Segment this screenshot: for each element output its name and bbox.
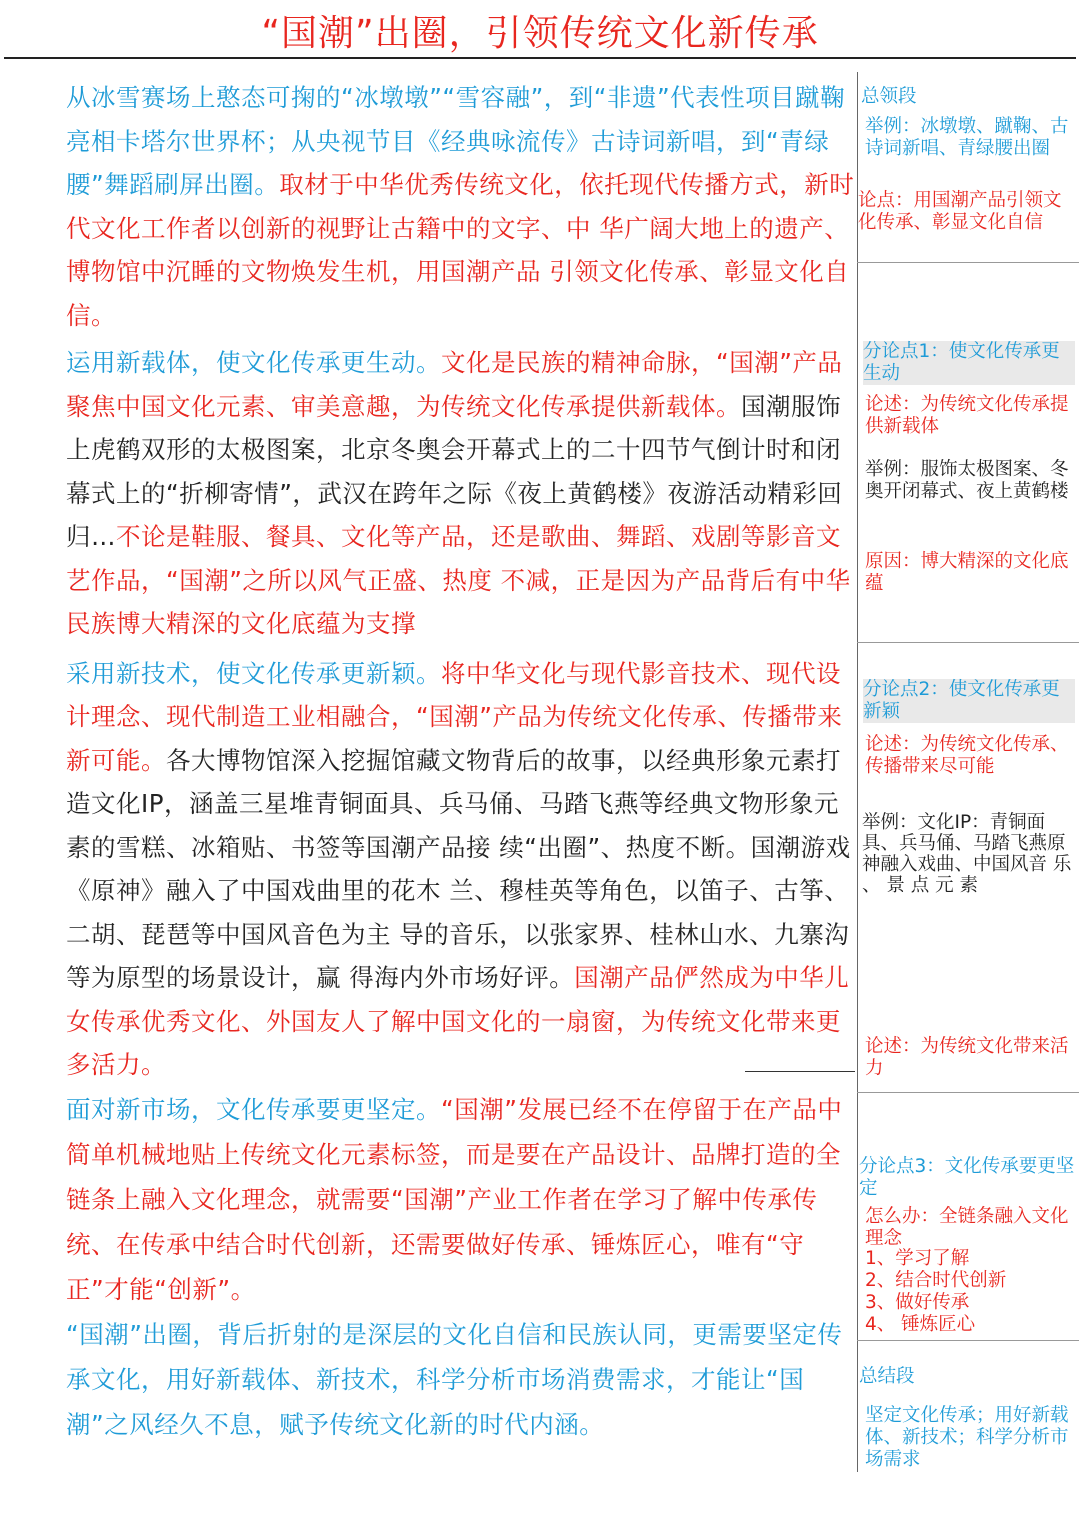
section-divider [857, 1340, 1079, 1341]
note-point-1-reason: 原因：博大精深的文化底蕴 [865, 551, 1069, 594]
point-2-argument: 将中华文化与现代影音技术、现代设计理念、现代制造工业相融合，“国潮”产品为传统文化传承、传播带来新可能。 [66, 658, 843, 775]
annotation-line [745, 1071, 855, 1072]
note-summary-head: 总结段 [859, 1366, 915, 1387]
paragraph-intro [16, 76, 858, 337]
point-1-examples: 国潮服饰上虎鹤双形的太极图案，北京冬奥会开幕式上的二十四节气倒计时和闭幕式上的“折柳寄情”，武汉在跨年之际《夜上黄鹤楼》夜游活动精彩回归… [66, 391, 843, 551]
note-point-1-head: 分论点1：使文化传承更生动 [863, 341, 1075, 385]
conclusion-text: “国潮”出圈，背后折射的是深层的文化自信和民族认同，更需要坚定传承文化，用好新载体、新技术，科学分析市场消费需求，才能让“国潮”之风经久不息，赋予传统文化新的时代内涵。 [66, 1319, 843, 1439]
point-1-reason: 不论是鞋服、餐具、文化等产品，还是歌曲、舞蹈、戏剧等影音文艺作品，“国潮”之所以风气正盛、热度 不减，正是因为产品背后有中华民族博大精深的文化底蕴为支撑 [66, 522, 851, 638]
paragraph-conclusion [16, 1312, 858, 1447]
step-item: 2、结合时代创新 [865, 1270, 1007, 1291]
margin-divider [857, 72, 858, 1472]
point-1-argument: 文化是民族的精神命脉，“国潮”产品聚焦中国文化元素、审美意趣，为传统文化传承提供新载体。 [66, 348, 843, 421]
step-item: 1、学习了解 [865, 1248, 970, 1269]
point-1-heading: 运用新载体，使文化传承更生动。 [66, 348, 441, 377]
note-point-1-argue: 论述：为传统文化传承提供新载体 [865, 394, 1069, 437]
title-underline [4, 57, 1076, 59]
paragraph-point-2 [16, 652, 858, 1087]
section-divider [857, 642, 1079, 643]
note-point-2-example: 举例：文化IP：青铜面具、兵马俑、马踏飞燕原神融入戏曲、中国风音 乐 、 景 点 元 素 [862, 812, 1072, 896]
note-intro-example: 举例：冰墩墩、蹴鞠、古诗词新唱、青绿腰出圈 [865, 116, 1069, 159]
note-point-3-how: 怎么办：全链条融入文化理念 [865, 1206, 1069, 1249]
note-point-3-head: 分论点3：文化传承要更坚定 [859, 1156, 1075, 1199]
paragraph-point-3 [16, 1087, 858, 1312]
step-item: 4、 锤炼匠心 [865, 1314, 976, 1335]
note-intro-thesis: 论点：用国潮产品引领文化传承、彰显文化自信 [858, 190, 1062, 233]
intro-thesis: 取材于中华优秀传统文化，依托现代传播方式，新时代文化工作者以创新的视野让古籍中的文字、中 华广阔大地上的遗产、博物馆中沉睡的文物焕发生机，用国潮产品 引领文化传承、彰显文化自信。 [66, 170, 855, 330]
note-point-1-example: 举例：服饰太极图案、冬奥开闭幕式、夜上黄鹤楼 [865, 459, 1069, 502]
page-title: “国潮”出圈，引领传统文化新传承 [261, 13, 819, 54]
note-intro-head: 总领段 [861, 86, 917, 107]
paragraph-point-1 [16, 341, 858, 646]
note-point-3-steps [865, 1248, 1075, 1336]
intro-examples: 从冰雪赛场上憨态可掬的“冰墩墩”“雪容融”，到“非遗”代表性项目蹴鞠亮相卡塔尔世界杯；从央视节目《经典咏流传》古诗词新唱，到“青绿腰”舞蹈刷屏出圈。 [66, 83, 846, 199]
note-point-2-argue: 论述：为传统文化传承、传播带来尽可能 [865, 734, 1069, 777]
point-3-argument: “国潮”发展已经不在停留于在产品中简单机械地贴上传统文化元素标签，而是要在产品设计、品牌打造的全链条上融入文化理念，就需要“国潮”产业工作者在学习了解中传承传统、在传承中结合时代创新，还需要做好传承、锤炼匠心，唯有“守正”才能“创新”。 [66, 1094, 843, 1304]
note-point-2-argue-2: 论述：为传统文化带来活力 [865, 1036, 1069, 1079]
section-divider [857, 262, 1079, 263]
point-2-examples: 各大博物馆深入挖掘馆藏文物背后的故事，以经典形象元素打造文化IP，涵盖三星堆青铜面具、兵马俑、马踏飞燕等经典文物形象元素的雪糕、冰箱贴、书签等国潮产品接 续“出圈”、热度不断。国潮游戏《原神》融入了中国戏曲里的花木 兰、穆桂英等角色，以笛子、古筝、二胡、琵琶等中国风音色为主 导的音乐，以张家界、桂林山水、九寨沟等为原型的场景设计，赢 得海内外市场好评。 [66, 745, 851, 992]
note-point-2-head: 分论点2：使文化传承更新颖 [863, 679, 1075, 723]
essay-body [16, 76, 858, 1447]
section-divider [857, 1092, 1079, 1093]
point-2-conclusion: 国潮产品俨然成为中华儿女传承优秀文化、外国友人了解中国文化的一扇窗，为传统文化带来更多活力。 [66, 963, 850, 1079]
point-2-heading: 采用新技术，使文化传承更新颖。 [66, 658, 441, 688]
point-3-heading: 面对新市场，文化传承要更坚定。 [66, 1094, 441, 1124]
note-summary-text: 坚定文化传承；用好新载体、新技术；科学分析市场需求 [865, 1405, 1069, 1470]
step-item: 3、做好传承 [865, 1292, 970, 1313]
